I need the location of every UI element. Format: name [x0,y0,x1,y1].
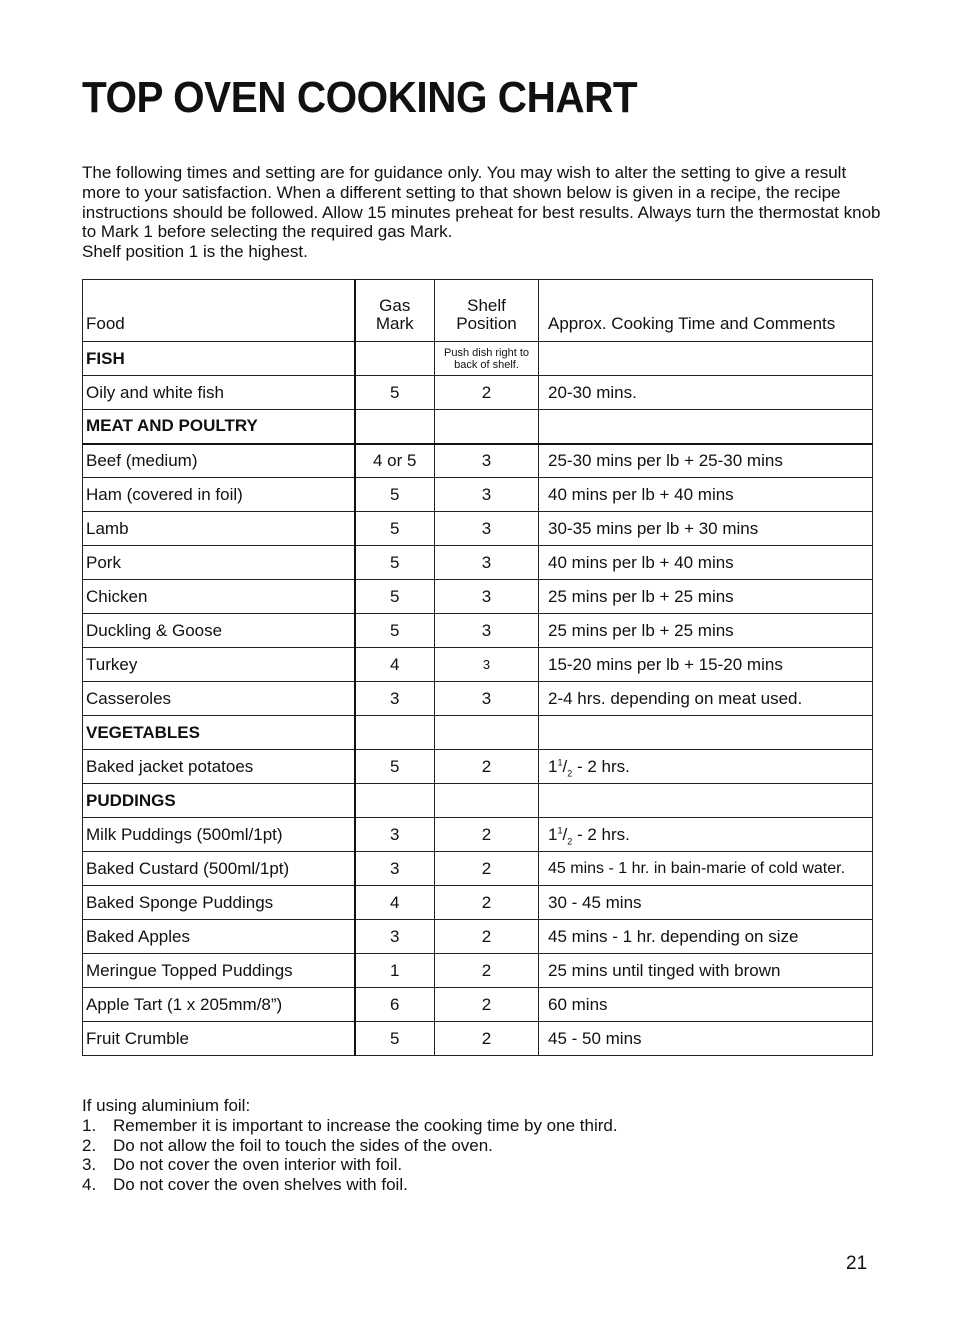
page-title: TOP OVEN COOKING CHART [82,73,638,122]
table-row [83,376,873,410]
table-row [83,954,873,988]
comments-cell: 15-20 mins per lb + 15-20 mins [539,648,873,682]
gas-mark-cell: 3 [355,682,435,716]
fraction-denominator: 2 [567,767,573,778]
food-cell: Baked Sponge Puddings [83,886,355,920]
table-row [83,478,873,512]
food-cell: Baked jacket potatoes [83,750,355,784]
shelf-cell: 2 [435,852,539,886]
empty-cell [539,716,873,750]
food-cell: Apple Tart (1 x 205mm/8”) [83,988,355,1022]
empty-cell [435,784,539,818]
list-item [82,1155,882,1175]
comments-cell: 45 mins - 1 hr. in bain-marie of cold water. [539,852,873,886]
fraction-numerator: 1 [557,824,563,835]
header-gas-mark [355,280,435,342]
comments-text: - 2 hrs. [576,756,630,776]
comments-cell: 25 mins per lb + 25 mins [539,580,873,614]
food-cell: Chicken [83,580,355,614]
header-shelf-position [435,280,539,342]
foil-heading: If using aluminium foil: [82,1096,251,1115]
gas-mark-cell: 4 [355,648,435,682]
section-row-meat [83,410,873,444]
food-cell: Duckling & Goose [83,614,355,648]
header-gas-line1: Gas [379,296,411,315]
gas-mark-cell: 5 [355,376,435,410]
gas-mark-cell: 5 [355,580,435,614]
comments-cell: 60 mins [539,988,873,1022]
list-item-number: 2. [82,1135,97,1155]
shelf-cell: 3 [435,648,539,682]
empty-cell [539,410,873,444]
table-row [83,512,873,546]
shelf-note-line1: Push dish right to [444,346,529,359]
food-cell: Milk Puddings (500ml/1pt) [83,818,355,852]
shelf-cell: 3 [435,682,539,716]
gas-mark-cell: 5 [355,512,435,546]
section-row-vegetables [83,716,873,750]
shelf-cell: 3 [435,512,539,546]
comments-text: - 2 hrs. [576,824,630,844]
section-label: FISH [83,342,355,376]
table-row [83,920,873,954]
empty-cell [355,784,435,818]
section-row-puddings [83,784,873,818]
comments-cell: 40 mins per lb + 40 mins [539,478,873,512]
foil-instructions [82,1096,882,1195]
food-cell: Oily and white fish [83,376,355,410]
comments-cell: 30-35 mins per lb + 30 mins [539,512,873,546]
table-row [83,852,873,886]
shelf-cell: 2 [435,886,539,920]
table-row [83,444,873,478]
header-shelf-line1: Shelf [467,296,506,315]
fraction-numerator: 1 [557,756,563,767]
food-cell: Baked Custard (500ml/1pt) [83,852,355,886]
list-item-text: Do not allow the foil to touch the sides of the oven. [113,1135,493,1155]
comments-cell: 25 mins per lb + 25 mins [539,614,873,648]
shelf-cell: 3 [435,546,539,580]
section-label: PUDDINGS [83,784,355,818]
empty-cell [539,342,873,376]
list-item-number: 4. [82,1175,97,1195]
gas-mark-cell: 1 [355,954,435,988]
section-label: MEAT AND POULTRY [83,410,355,444]
food-cell: Turkey [83,648,355,682]
header-gas-line2: Mark [375,314,414,333]
gas-mark-cell: 5 [355,750,435,784]
gas-mark-cell: 3 [355,852,435,886]
header-shelf-line2: Position [456,314,517,333]
section-row-fish [83,342,873,376]
intro-paragraph: The following times and setting are for guidance only. You may wish to alter the setting to give a result more to your satisfaction. When a different setting to that shown below is given in a recipe, the recipe instructions should be followed. Allow 15 minutes preheat for best results. Always turn the thermostat knob to Mark 1 before selecting the required gas Mark. [82,163,881,242]
intro-text [82,163,882,262]
shelf-note-line2: back of shelf. [454,358,519,371]
list-item [82,1116,882,1136]
food-cell: Lamb [83,512,355,546]
header-comments: Approx. Cooking Time and Comments [539,280,873,342]
shelf-cell: 3 [435,614,539,648]
table-row [83,818,873,852]
empty-cell [355,342,435,376]
food-cell: Baked Apples [83,920,355,954]
list-item-text: Do not cover the oven shelves with foil. [113,1175,408,1195]
empty-cell [355,410,435,444]
header-food: Food [83,280,355,342]
shelf-cell: 2 [435,750,539,784]
empty-cell [435,410,539,444]
food-cell: Beef (medium) [83,444,355,478]
food-cell: Ham (covered in foil) [83,478,355,512]
table-row [83,648,873,682]
table-row [83,546,873,580]
fraction-whole: 1 [548,824,558,844]
shelf-cell: 3 [435,478,539,512]
table-row [83,988,873,1022]
list-item [82,1136,882,1156]
list-item-number: 1. [82,1115,97,1135]
comments-cell: 20-30 mins. [539,376,873,410]
table-row [83,1022,873,1056]
food-cell: Fruit Crumble [83,1022,355,1056]
comments-cell: 25-30 mins per lb + 25-30 mins [539,444,873,478]
gas-mark-cell: 4 [355,886,435,920]
list-item-number: 3. [82,1155,97,1175]
table-row [83,614,873,648]
list-item-text: Remember it is important to increase the cooking time by one third. [113,1115,618,1135]
shelf-cell: 2 [435,818,539,852]
comments-cell: 30 - 45 mins [539,886,873,920]
food-cell: Pork [83,546,355,580]
cooking-chart-table [82,279,873,1056]
shelf-cell: 2 [435,1022,539,1056]
food-cell: Casseroles [83,682,355,716]
gas-mark-cell: 5 [355,614,435,648]
comments-cell: 2-4 hrs. depending on meat used. [539,682,873,716]
table-row [83,580,873,614]
shelf-cell: 3 [435,444,539,478]
list-item [82,1175,882,1195]
comments-cell: $1^1/_2 - 2$ hrs. [539,818,873,852]
gas-mark-cell: 5 [355,1022,435,1056]
comments-cell: 45 - 50 mins [539,1022,873,1056]
shelf-cell: 3 [435,580,539,614]
gas-mark-cell: 5 [355,478,435,512]
shelf-note [435,342,539,376]
table-row [83,682,873,716]
food-cell: Meringue Topped Puddings [83,954,355,988]
gas-mark-cell: 3 [355,920,435,954]
shelf-cell: 2 [435,920,539,954]
gas-mark-cell: 6 [355,988,435,1022]
table-row [83,886,873,920]
list-item-text: Do not cover the oven interior with foil. [113,1155,403,1175]
comments-cell: 40 mins per lb + 40 mins [539,546,873,580]
shelf-cell: 2 [435,988,539,1022]
page-number: 21 [846,1253,868,1274]
comments-cell: 25 mins until tinged with brown [539,954,873,988]
empty-cell [539,784,873,818]
section-label: VEGETABLES [83,716,355,750]
empty-cell [435,716,539,750]
shelf-cell: 2 [435,376,539,410]
fraction-denominator: 2 [567,835,573,846]
gas-mark-cell: 4 or 5 [355,444,435,478]
fraction-whole: 1 [548,756,558,776]
gas-mark-cell: 3 [355,818,435,852]
comments-cell: 45 mins - 1 hr. depending on size [539,920,873,954]
shelf-cell: 2 [435,954,539,988]
shelf-position-note: Shelf position 1 is the highest. [82,242,308,262]
table-header-row [83,280,873,342]
table-row [83,750,873,784]
empty-cell [355,716,435,750]
foil-list [82,1116,882,1195]
gas-mark-cell: 5 [355,546,435,580]
comments-cell: $1^1/_2 - 2$ hrs. [539,750,873,784]
